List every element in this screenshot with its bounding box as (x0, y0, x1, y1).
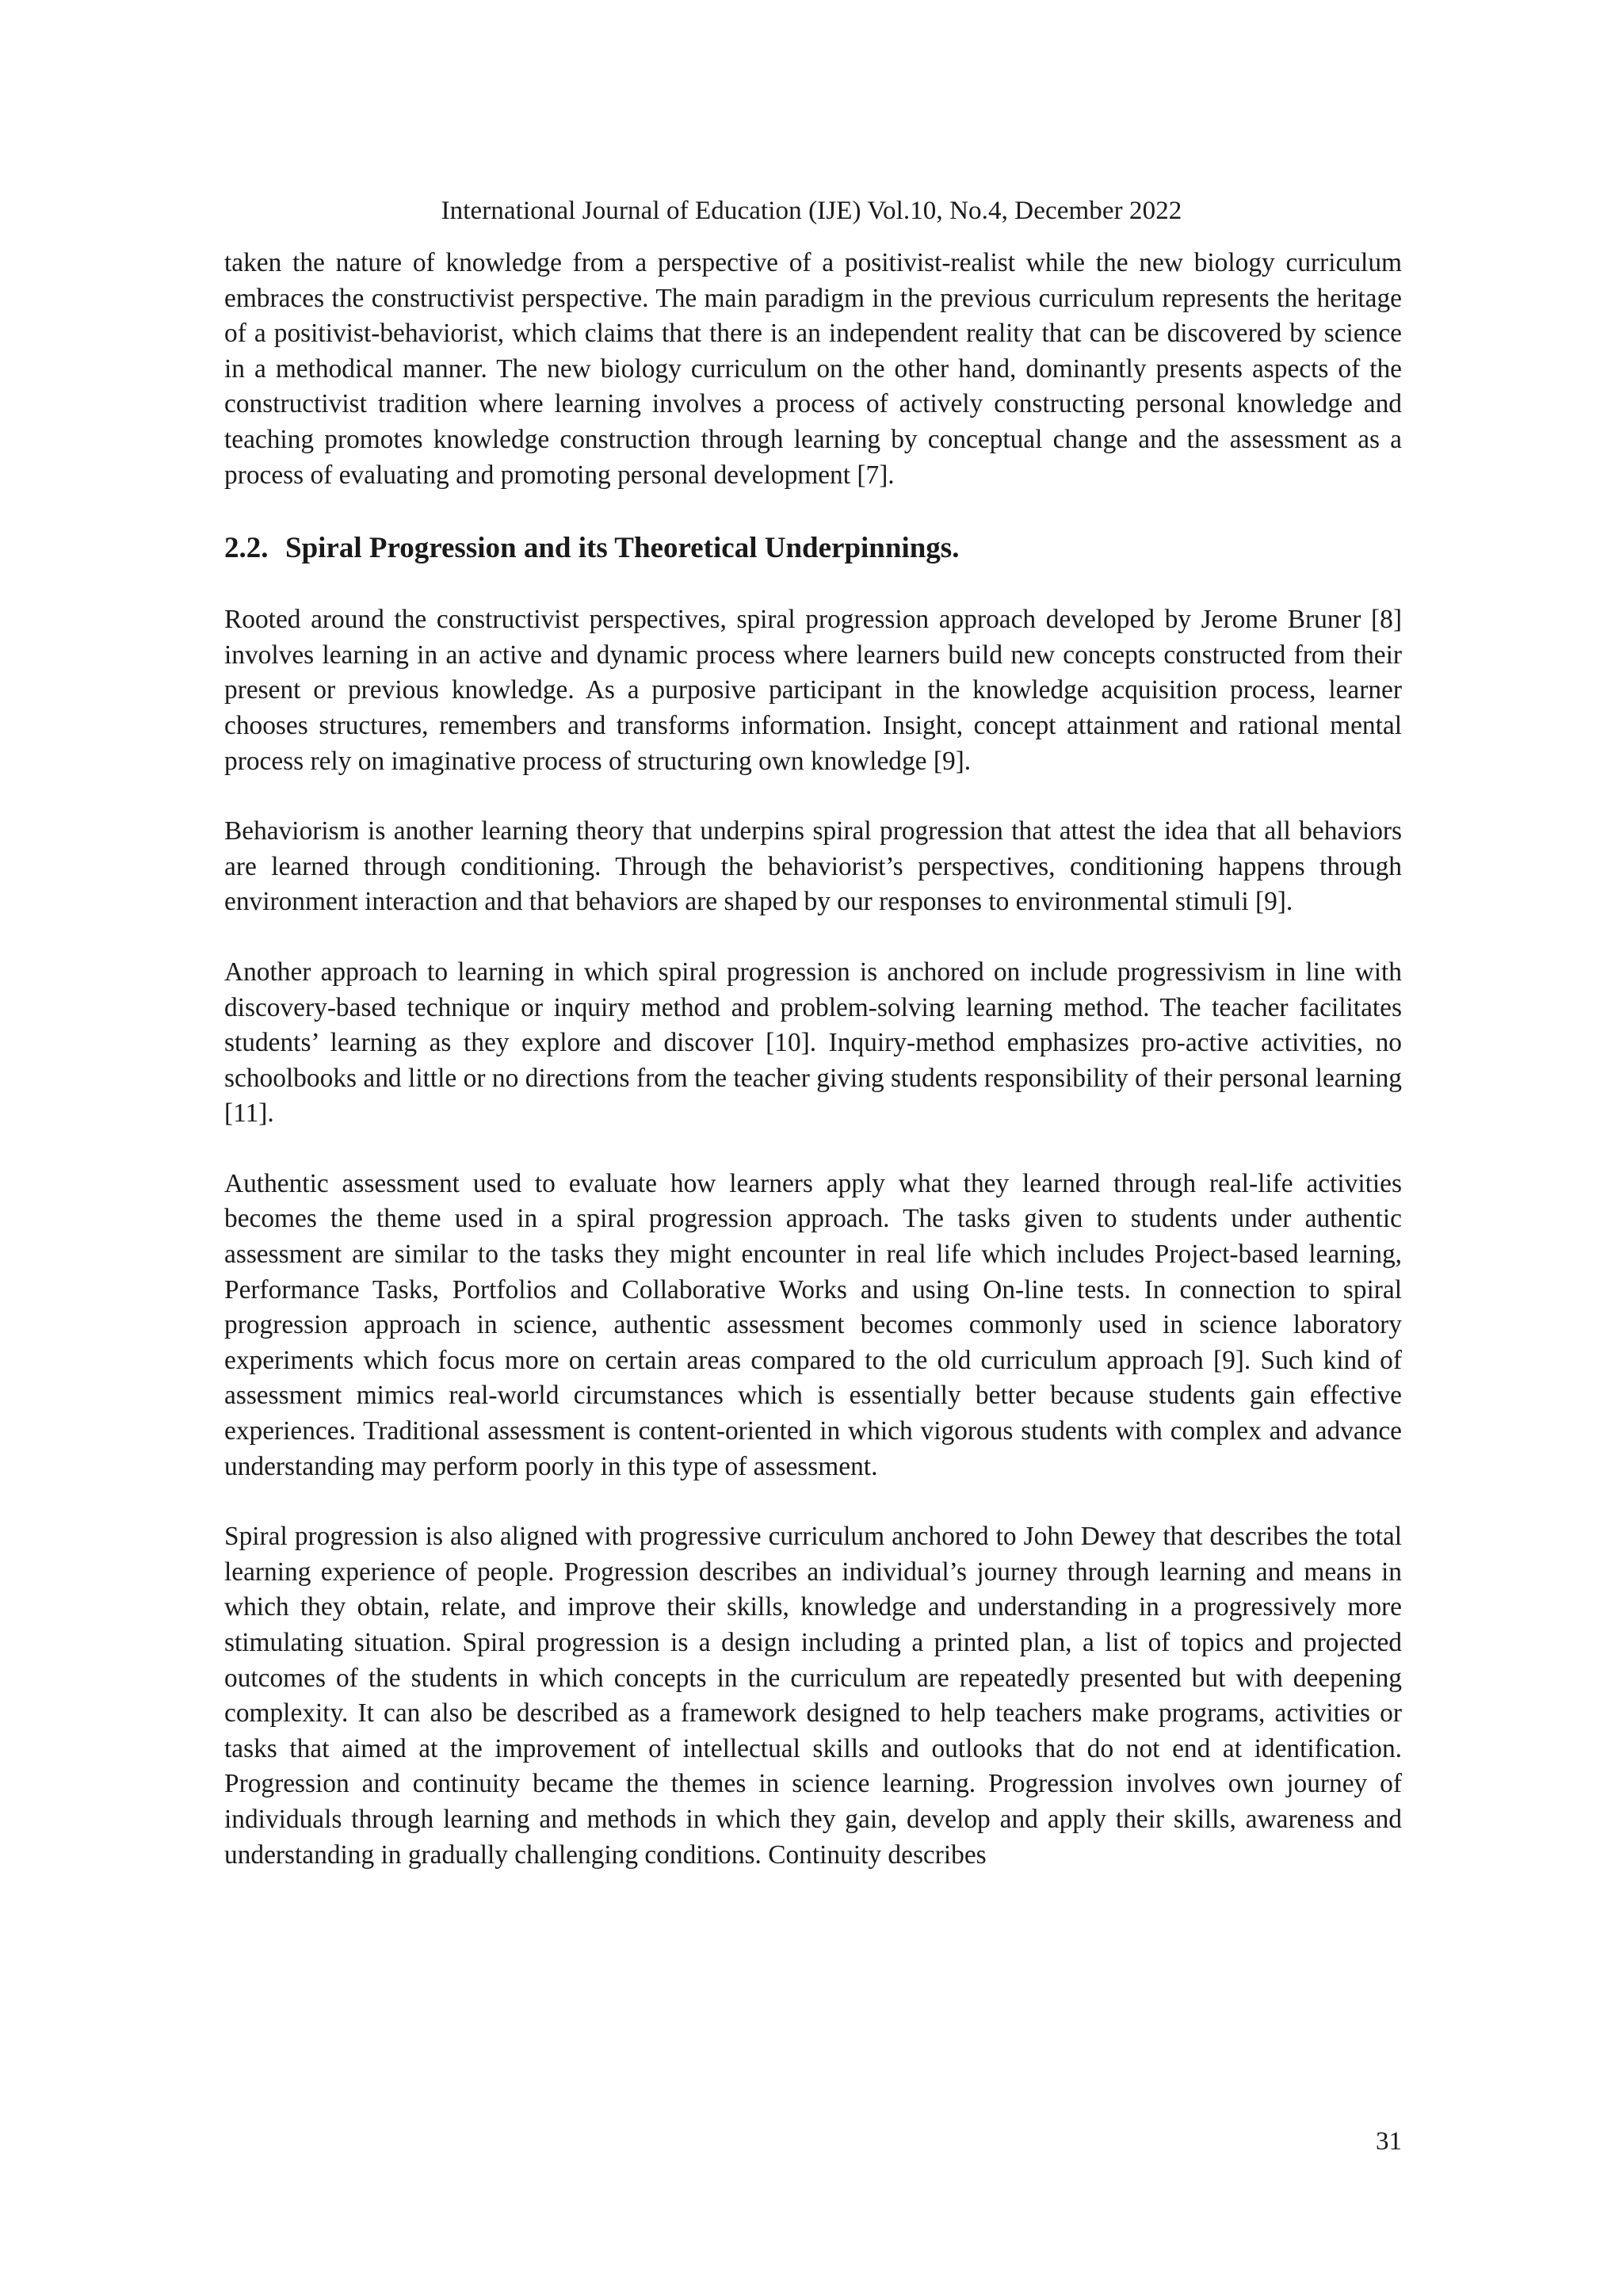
article-body (224, 246, 1402, 1873)
intro-paragraph: taken the nature of knowledge from a perspective of a positivist-realist while the new biology curriculum embraces the constructivist perspective. The main paradigm in the previous curriculum represents the heritage of a positivist-behaviorist, which claims that there is an independent reality that can be discovered by science in a methodical manner. The new biology curriculum on the other hand, dominantly presents aspects of the constructivist tradition where learning involves a process of actively constructing personal knowledge and teaching promotes knowledge construction through learning by conceptual change and the assessment as a process of evaluating and promoting personal development [7]. (224, 248, 1402, 490)
paragraph-progressivism: Another approach to learning in which spiral progression is anchored on include progressivism in line with discovery-based technique or inquiry method and problem-solving learning method. The teacher facilitates students’ learning as they explore and discover [10]. Inquiry-method emphasizes pro-active activities, no schoolbooks and little or no directions from the teacher giving students responsibility of their personal learning [11]. (224, 957, 1402, 1129)
page-number: 31 (1376, 2127, 1402, 2156)
paragraph-behaviorism: Behaviorism is another learning theory that underpins spiral progression that attest the idea that all behaviors are learned through conditioning. Through the behaviorist’s perspectives, conditioning happens through environment interaction and that behaviors are shaped by our responses to environmental stimuli [9]. (224, 816, 1402, 917)
paragraph-authentic-assessment: Authentic assessment used to evaluate how learners apply what they learned through real-life activities becomes the theme used in a spiral progression approach. The tasks given to students under authentic assessment are similar to the tasks they might encounter in real life which includes Project-based learning, Performance Tasks, Portfolios and Collaborative Works and using On-line tests. In connection to spiral progression approach in science, authentic assessment becomes commonly used in science laboratory experiments which focus more on certain areas compared to the old curriculum approach [9]. Such kind of assessment mimics real-world circumstances which is essentially better because students gain effective experiences. Traditional assessment is content-oriented in which vigorous students with complex and advance understanding may perform poorly in this type of assessment. (224, 1168, 1402, 1481)
paragraph-progressive-curriculum: Spiral progression is also aligned with progressive curriculum anchored to John Dewey that describes the total learning experience of people. Progression describes an individual’s journey through learning and means in which they obtain, relate, and improve their skills, knowledge and understanding in a progressively more stimulating situation. Spiral progression is a design including a printed plan, a list of topics and projected outcomes of the students in which concepts in the curriculum are repeatedly presented but with deepening complexity. It can also be described as a framework designed to help teachers make programs, activities or tasks that aimed at the improvement of intellectual skills and outlooks that do not end at identification. Progression and continuity became the themes in science learning. Progression involves own journey of individuals through learning and methods in which they gain, develop and apply their skills, awareness and understanding in gradually challenging conditions. Continuity describes (224, 1522, 1402, 1870)
running-header: International Journal of Education (IJE) Vol.10, No.4, December 2022 (441, 197, 1182, 225)
section-heading (224, 529, 1402, 567)
section-number: 2.2. (224, 532, 269, 565)
paragraph-constructivism: Rooted around the constructivist perspectives, spiral progression approach developed by Jerome Bruner [8] involves learning in an active and dynamic process where learners build new concepts constructed from their present or previous knowledge. As a purposive participant in the knowledge acquisition process, learner chooses structures, remembers and transforms information. Insight, concept attainment and rational mental process rely on imaginative process of structuring own knowledge [9]. (224, 605, 1402, 776)
section-title: Spiral Progression and its Theoretical Underpinnings. (285, 532, 960, 565)
